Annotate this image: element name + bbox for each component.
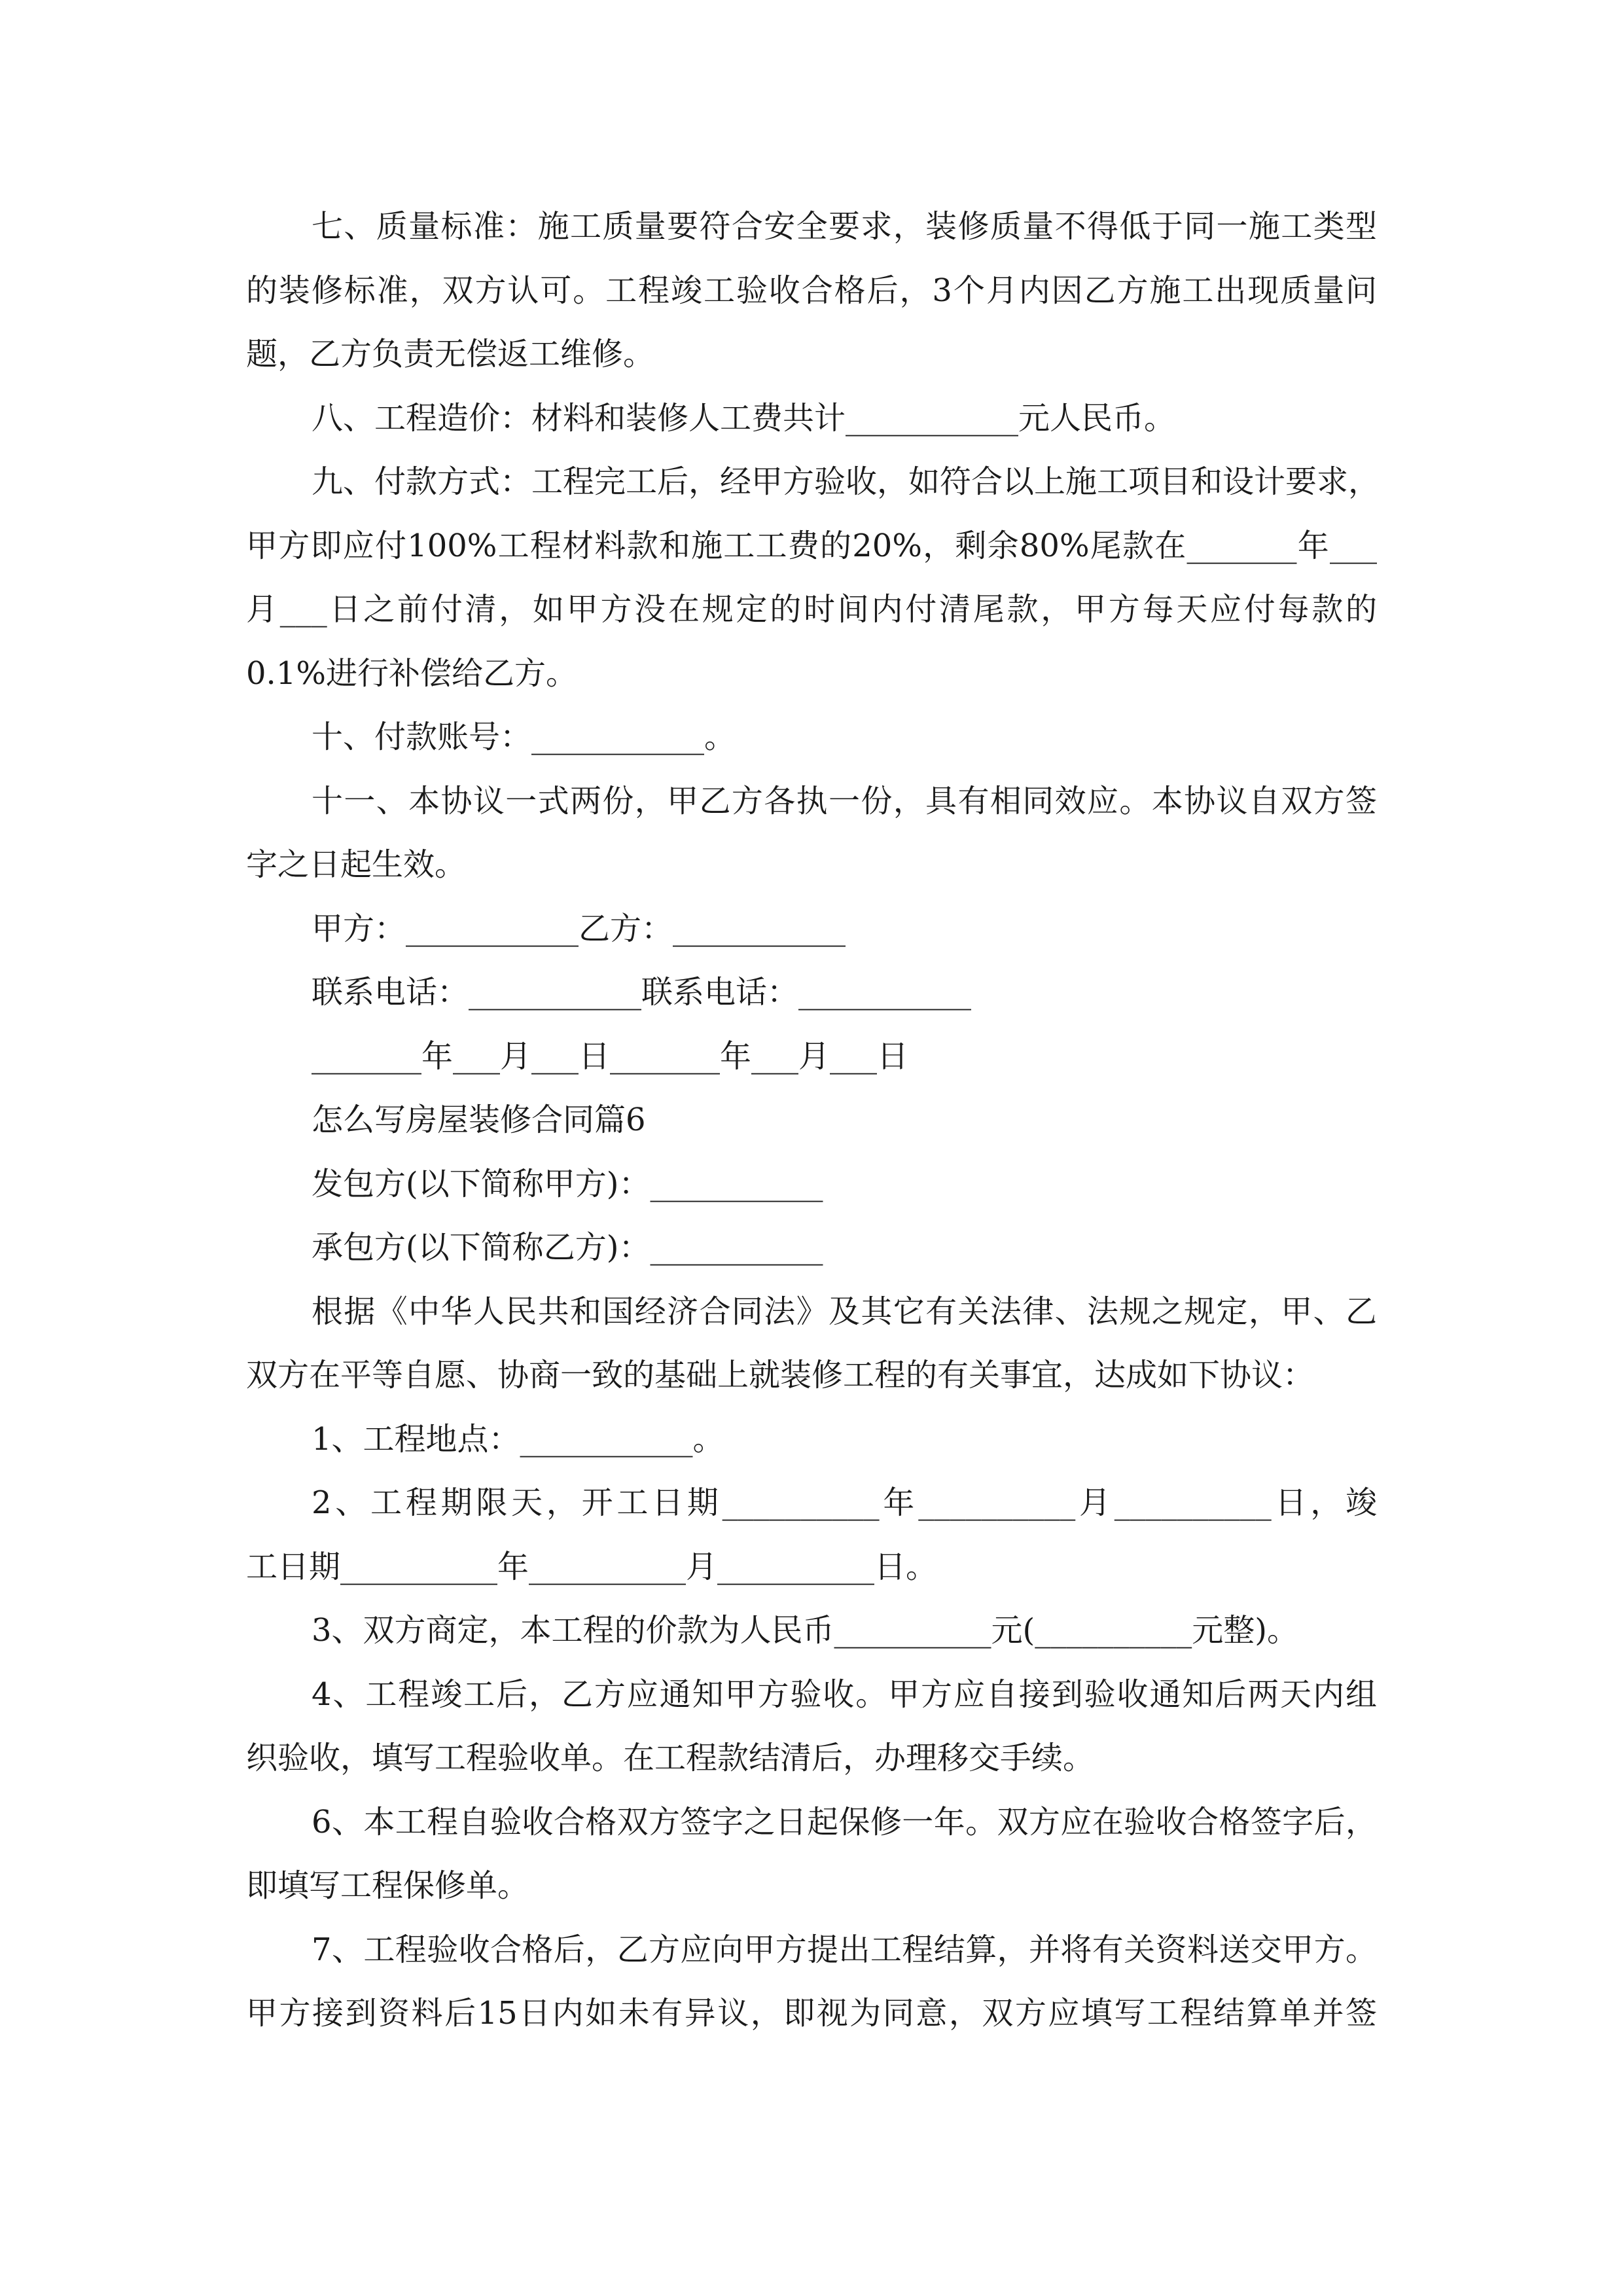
text-line: 的装修标准，双方认可。工程竣工验收合格后，3个月内因乙方施工出现质量问: [246, 272, 1377, 309]
text-line: _______年___月___日_______年___月___日: [312, 1037, 909, 1075]
text-line: 即填写工程保修单。: [246, 1867, 529, 1904]
text-line: 联系电话：___________联系电话：___________: [312, 974, 972, 1011]
text-line: 7、工程验收合格后，乙方应向甲方提出工程结算，并将有关资料送交甲方。: [312, 1931, 1377, 1968]
text-line: 十一、本协议一式两份，甲乙方各执一份，具有相同效应。本协议自双方签: [312, 782, 1377, 819]
text-line: 承包方(以下简称乙方)：___________: [312, 1229, 823, 1266]
text-line: 字之日起生效。: [246, 846, 467, 883]
text-line: 3、双方商定，本工程的价款为人民币__________元(__________元整)。: [312, 1612, 1298, 1649]
text-line: 题，乙方负责无偿返工维修。: [246, 336, 655, 372]
text-line: 九、付款方式：工程完工后，经甲方验收，如符合以上施工项目和设计要求，: [312, 463, 1380, 500]
text-line: 根据《中华人民共和国经济合同法》及其它有关法律、法规之规定，甲、乙: [312, 1293, 1377, 1330]
document-page: [246, 195, 1380, 2046]
text-line: 0.1%进行补偿给乙方。: [246, 655, 577, 692]
text-line: 4、工程竣工后，乙方应通知甲方验收。甲方应自接到验收通知后两天内组: [312, 1676, 1377, 1713]
text-line: 工日期__________年__________月__________日。: [246, 1548, 938, 1585]
text-line: 月___日之前付清，如甲方没在规定的时间内付清尾款，甲方每天应付每款的: [246, 591, 1377, 628]
text-line: 1、工程地点：___________。: [312, 1420, 724, 1458]
text-line: 甲方：___________乙方：___________: [312, 910, 846, 947]
text-line: 十、付款账号：___________。: [312, 719, 736, 755]
text-line: 织验收，填写工程验收单。在工程款结清后，办理移交手续。: [246, 1740, 1095, 1776]
text-line: 八、工程造价：材料和装修人工费共计___________元人民币。: [312, 399, 1176, 437]
text-line: 2、工程期限天，开工日期__________年__________月__________日，竣: [312, 1484, 1377, 1521]
text-line: 6、本工程自验收合格双方签字之日起保修一年。双方应在验收合格签字后，: [312, 1803, 1377, 1840]
text-line: 甲方即应付100%工程材料款和施工工费的20%，剩余80%尾款在_______年___: [246, 527, 1377, 564]
text-line: 怎么写房屋装修合同篇6: [312, 1102, 646, 1138]
text-line: 双方在平等自愿、协商一致的基础上就装修工程的有关事宜，达成如下协议：: [246, 1357, 1315, 1393]
text-line: 七、质量标准：施工质量要符合安全要求，装修质量不得低于同一施工类型: [312, 208, 1377, 245]
text-line: 发包方(以下简称甲方)：___________: [312, 1165, 823, 1202]
text-line: 甲方接到资料后15日内如未有异议，即视为同意，双方应填写工程结算单并签: [246, 1995, 1377, 2032]
